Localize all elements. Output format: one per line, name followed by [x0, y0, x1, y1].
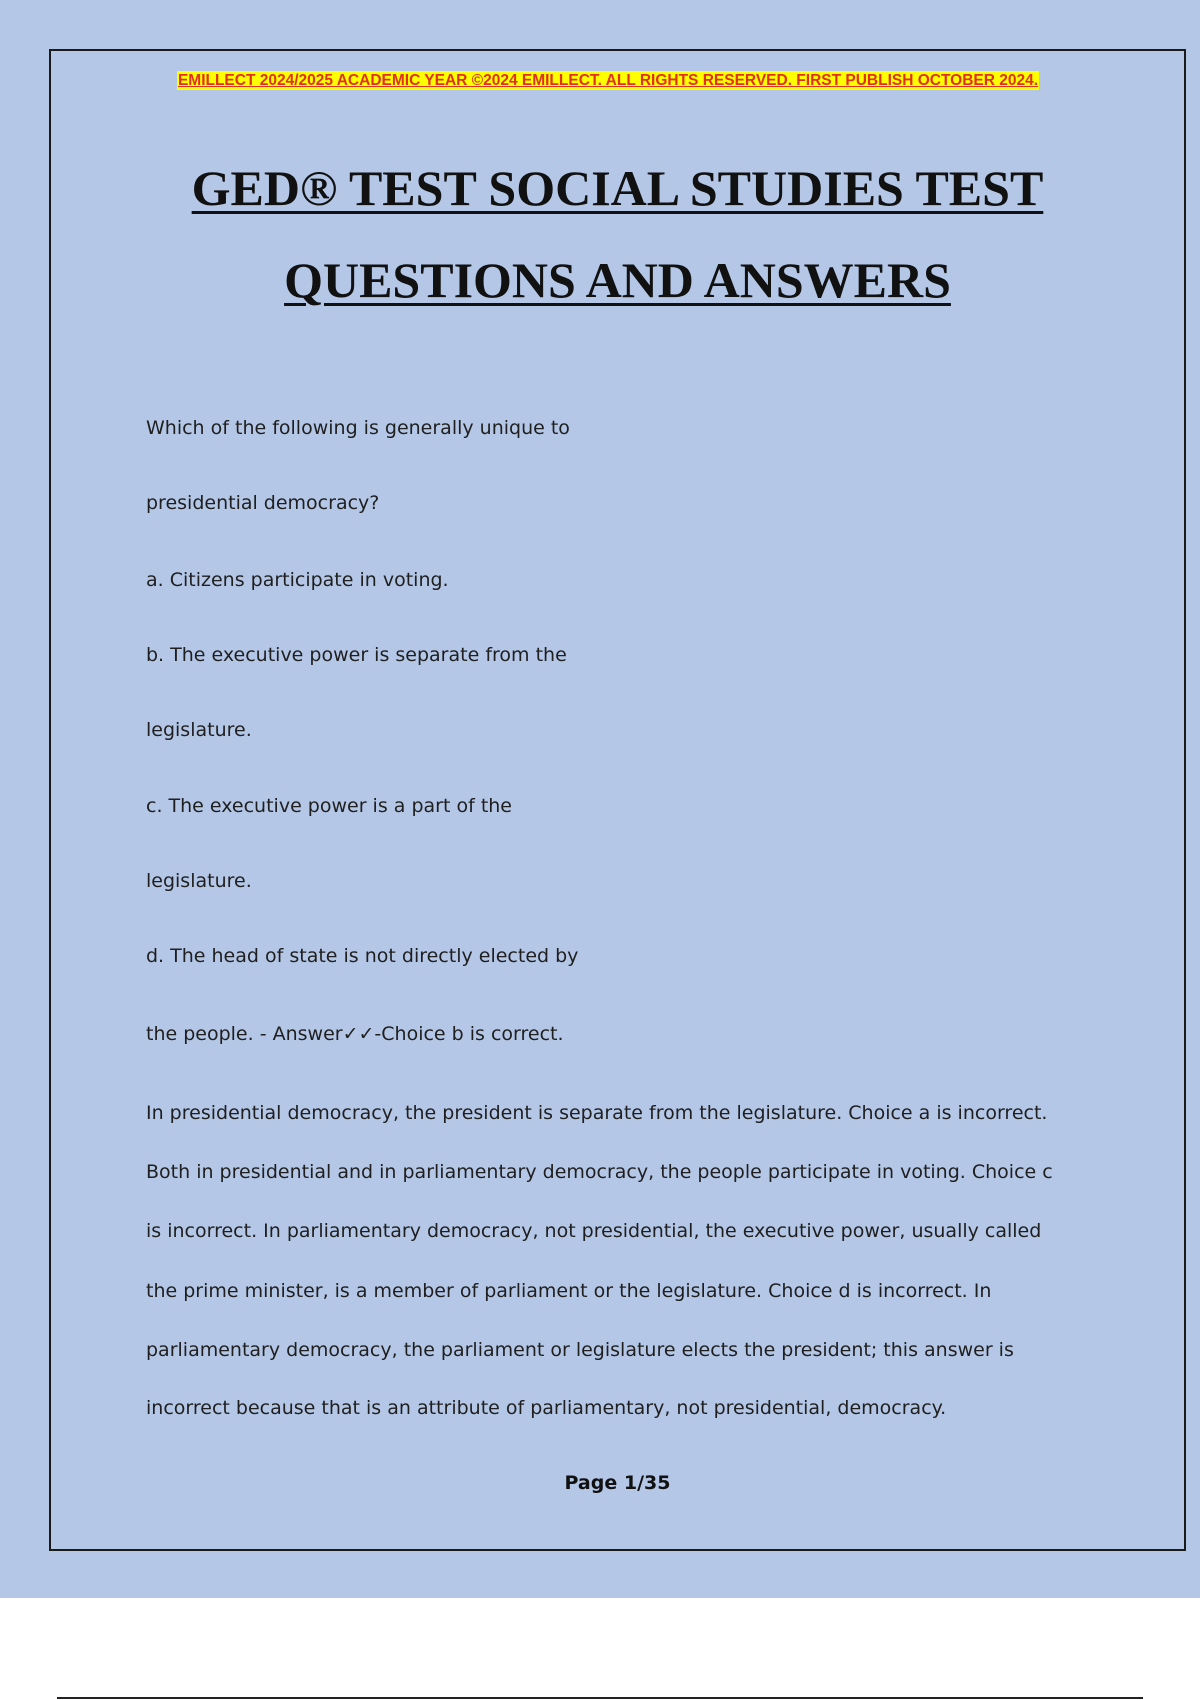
option-b-line-1: b. The executive power is separate from the [146, 644, 567, 666]
page-number: Page 1/35 [564, 1472, 671, 1494]
divider [57, 1697, 1143, 1699]
document-title-line-1: GED® TEST SOCIAL STUDIES TEST [191, 160, 1044, 216]
option-c-line-1: c. The executive power is a part of the [146, 795, 513, 817]
option-a: a. Citizens participate in voting. [146, 569, 449, 591]
explanation-line-2: Both in presidential and in parliamentary democracy, the people participate in voting. Choice c [146, 1161, 1053, 1183]
explanation-line-4: the prime minister, is a member of parliament or the legislature. Choice d is incorrect. In [146, 1280, 992, 1302]
copyright-banner [145, 72, 1071, 90]
explanation-line-5: parliamentary democracy, the parliament or legislature elects the president; this answer is [146, 1339, 1014, 1361]
option-d-line-2-answer: the people. - Answer✓✓-Choice b is correct. [146, 1023, 564, 1045]
option-b-line-2: legislature. [146, 719, 252, 741]
option-c-line-2: legislature. [146, 870, 252, 892]
document-title-line-2: QUESTIONS AND ANSWERS [284, 252, 951, 308]
explanation-line-1: In presidential democracy, the president is separate from the legislature. Choice a is incorrect. [146, 1102, 1048, 1124]
question-stem-line-1: Which of the following is generally unique to [146, 417, 570, 439]
option-d-line-1: d. The head of state is not directly elected by [146, 945, 579, 967]
question-stem-line-2: presidential democracy? [146, 492, 380, 514]
explanation-line-6: incorrect because that is an attribute of parliamentary, not presidential, democracy. [146, 1397, 947, 1419]
copyright-text: EMILLECT 2024/2025 ACADEMIC YEAR ©2024 EMILLECT. ALL RIGHTS RESERVED. FIRST PUBLISH OCTOBER 2024. [177, 72, 1039, 89]
explanation-line-3: is incorrect. In parliamentary democracy, not presidential, the executive power, usually called [146, 1220, 1042, 1242]
